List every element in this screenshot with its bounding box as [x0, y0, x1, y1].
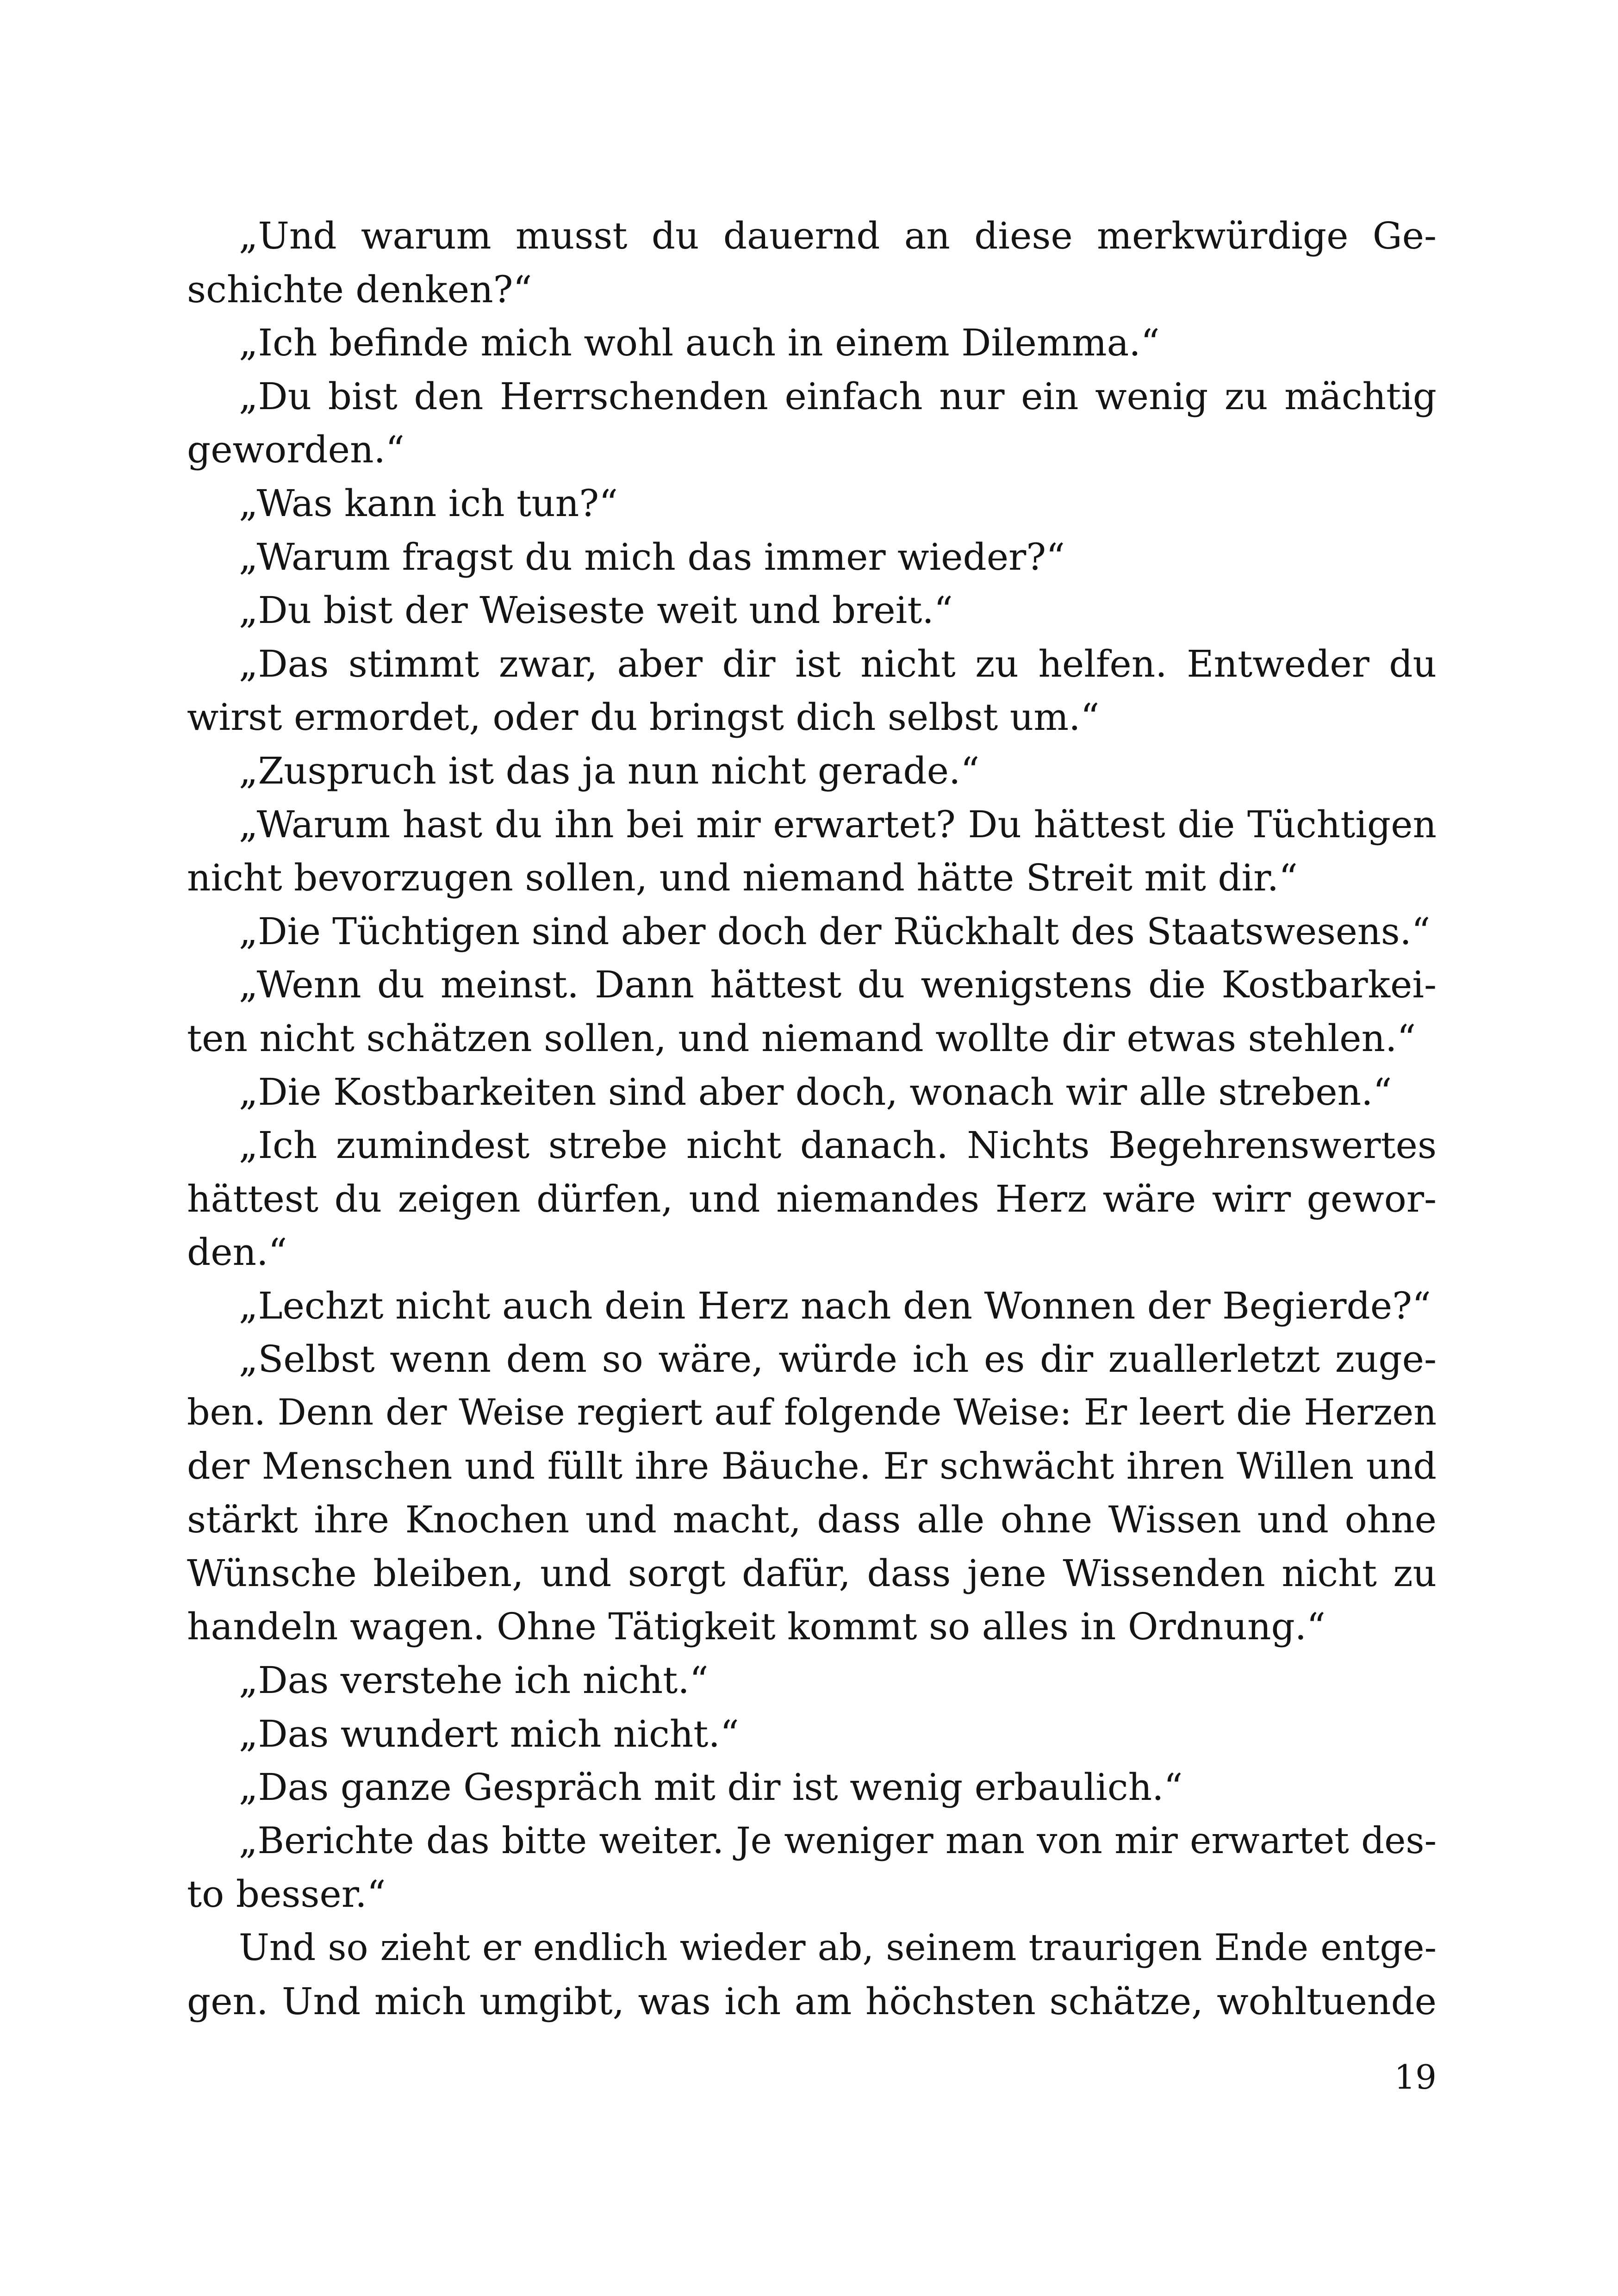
text-line: „Zuspruch ist das ja nun nicht gerade.“	[239, 749, 980, 792]
text-line: „Was kann ich tun?“	[239, 481, 618, 525]
text-line: geworden.“	[187, 428, 404, 472]
text-line: „Ich zumindest strebe nicht danach. Nichts Begehrenswertes	[239, 1124, 1437, 1167]
text-line: „Und warum musst du dauernd an diese merkwürdige Ge-	[239, 214, 1437, 257]
text-line: hättest du zeigen dürfen, und niemandes Herz wäre wirr gewor-	[187, 1177, 1437, 1220]
text-line: „Die Kostbarkeiten sind aber doch, wonach wir alle streben.“	[239, 1070, 1392, 1114]
text-line: „Die Tüchtigen sind aber doch der Rückhalt des Staatswesens.“	[239, 909, 1431, 953]
text-line: to besser.“	[187, 1873, 386, 1916]
text-line: „Das ganze Gespräch mit dir ist wenig erbaulich.“	[239, 1766, 1183, 1809]
text-line: handeln wagen. Ohne Tätigkeit kommt so alles in Ordnung.“	[187, 1605, 1326, 1649]
text-line: wirst ermordet, oder du bringst dich selbst um.“	[187, 696, 1100, 739]
text-line: „Berichte das bitte weiter. Je weniger man von mir erwartet des-	[239, 1819, 1437, 1862]
text-line: nicht bevorzugen sollen, und niemand hätte Streit mit dir.“	[187, 856, 1298, 900]
text-line: Und so zieht er endlich wieder ab, seinem traurigen Ende entge-	[239, 1927, 1437, 1969]
text-line: „Das wundert mich nicht.“	[239, 1712, 739, 1755]
text-line: gen. Und mich umgibt, was ich am höchsten schätze, wohltuende	[187, 1979, 1437, 2023]
text-line: „Das verstehe ich nicht.“	[239, 1659, 709, 1702]
text-line: „Ich befinde mich wohl auch in einem Dilemma.“	[239, 321, 1160, 365]
text-line: „Selbst wenn dem so wäre, würde ich es dir zuallerletzt zuge-	[239, 1338, 1437, 1381]
text-line: „Du bist der Weiseste weit und breit.“	[239, 589, 953, 632]
text-line: ben. Denn der Weise regiert auf folgende Weise: Er leert die Herzen	[187, 1392, 1437, 1434]
text-line: der Menschen und füllt ihre Bäuche. Er schwächt ihren Willen und	[187, 1444, 1437, 1487]
text-line: schichte denken?“	[187, 268, 532, 311]
body-text	[187, 209, 1437, 2028]
text-line: ten nicht schätzen sollen, und niemand wollte dir etwas stehlen.“	[187, 1016, 1416, 1060]
text-line: Wünsche bleiben, und sorgt dafür, dass jene Wissenden nicht zu	[187, 1551, 1437, 1595]
text-line: „Du bist den Herrschenden einfach nur ein wenig zu mächtig	[239, 374, 1437, 418]
text-line: „Lechzt nicht auch dein Herz nach den Wonnen der Begierde?“	[239, 1284, 1431, 1327]
text-line: „Wenn du meinst. Dann hättest du wenigstens die Kostbarkei-	[239, 963, 1437, 1007]
text-line: „Das stimmt zwar, aber dir ist nicht zu helfen. Entweder du	[239, 642, 1437, 685]
text-line: den.“	[187, 1231, 287, 1274]
text-line: „Warum fragst du mich das immer wieder?“	[239, 535, 1065, 579]
page-number: 19	[1394, 2058, 1437, 2097]
text-line: „Warum hast du ihn bei mir erwartet? Du hättest die Tüchtigen	[239, 803, 1437, 846]
text-line: stärkt ihre Knochen und macht, dass alle ohne Wissen und ohne	[187, 1498, 1437, 1542]
